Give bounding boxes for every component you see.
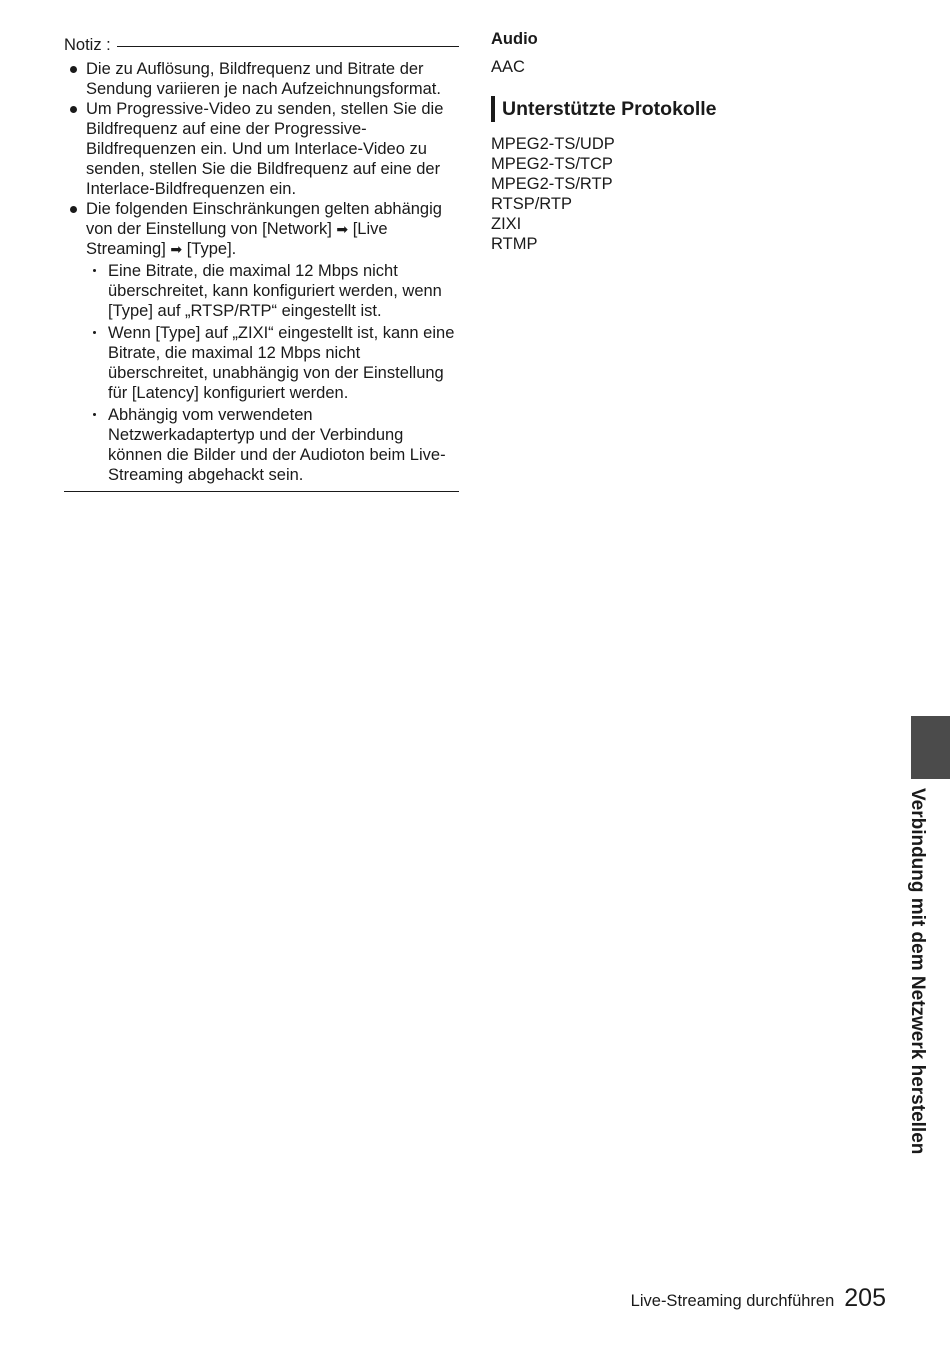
arrow-right-icon: ➡: [170, 241, 183, 257]
note-bullet-2: Um Progressive-Video zu senden, stellen Sie die Bildfrequenz auf eine der Progressive-Bildfrequenzen ein. Und um Interlace-Video zu senden, stellen Sie die Bildfrequenz auf eine der Interlace-Bildfrequenzen ein.: [64, 99, 459, 199]
note-bullet-list: [64, 59, 459, 485]
audio-label: Audio: [491, 30, 538, 48]
page-footer: [631, 1284, 886, 1313]
note-heading: Notiz :: [64, 36, 111, 54]
note-box: [64, 35, 459, 492]
chapter-tab-label: Verbindung mit dem Netzwerk herstellen: [907, 788, 928, 1155]
right-column: [491, 28, 871, 254]
note-sub-item-2: Wenn [Type] auf „ZIXI“ eingestellt ist, kann eine Bitrate, die maximal 12 Mbps nicht überschreitet, unabhängig von der Einstellung für [Latency] konfiguriert werden.: [86, 323, 459, 403]
audio-value: AAC: [491, 58, 525, 76]
note-sub-item-1: Eine Bitrate, die maximal 12 Mbps nicht überschreitet, kann konfiguriert werden, wenn [Type] auf „RTSP/RTP“ eingestellt ist.: [86, 261, 459, 321]
footer-section-title: Live-Streaming durchführen: [630, 1292, 835, 1310]
chapter-tab-marker: [911, 716, 950, 779]
note-bottom-rule: [64, 491, 459, 492]
note-bullet-1: Die zu Auflösung, Bildfrequenz und Bitrate der Sendung variieren je nach Aufzeichnungsformat.: [64, 59, 459, 99]
note-bullet-3-text-c: [Type].: [186, 240, 237, 258]
note-sub-list: [86, 261, 459, 485]
note-bullet-3-text-b: [Live Streaming]: [86, 220, 388, 258]
note-sub-item-3: Abhängig vom verwendeten Netzwerkadaptertyp und der Verbindung können die Bilder und der Audioton beim Live-Streaming abgehackt sein.: [86, 405, 459, 485]
note-bullet-3: [64, 199, 459, 485]
protocol-list: [491, 134, 871, 254]
note-header: [64, 35, 459, 55]
page-number: 205: [844, 1284, 886, 1312]
note-bullet-3-text-a: Die folgenden Einschränkungen gelten abhängig von der Einstellung von [Network]: [86, 200, 442, 238]
arrow-right-icon: ➡: [336, 221, 349, 237]
protocol-item: MPEG2-TS/UDP: [491, 135, 615, 153]
protocols-heading: Unterstützte Protokolle: [491, 96, 871, 122]
protocol-item: ZIXI: [491, 215, 522, 233]
protocol-item: RTSP/RTP: [491, 195, 572, 213]
protocol-item: MPEG2-TS/RTP: [491, 175, 613, 193]
protocol-item: MPEG2-TS/TCP: [491, 155, 613, 173]
note-top-rule: [117, 46, 459, 47]
protocol-item: RTMP: [491, 235, 538, 253]
